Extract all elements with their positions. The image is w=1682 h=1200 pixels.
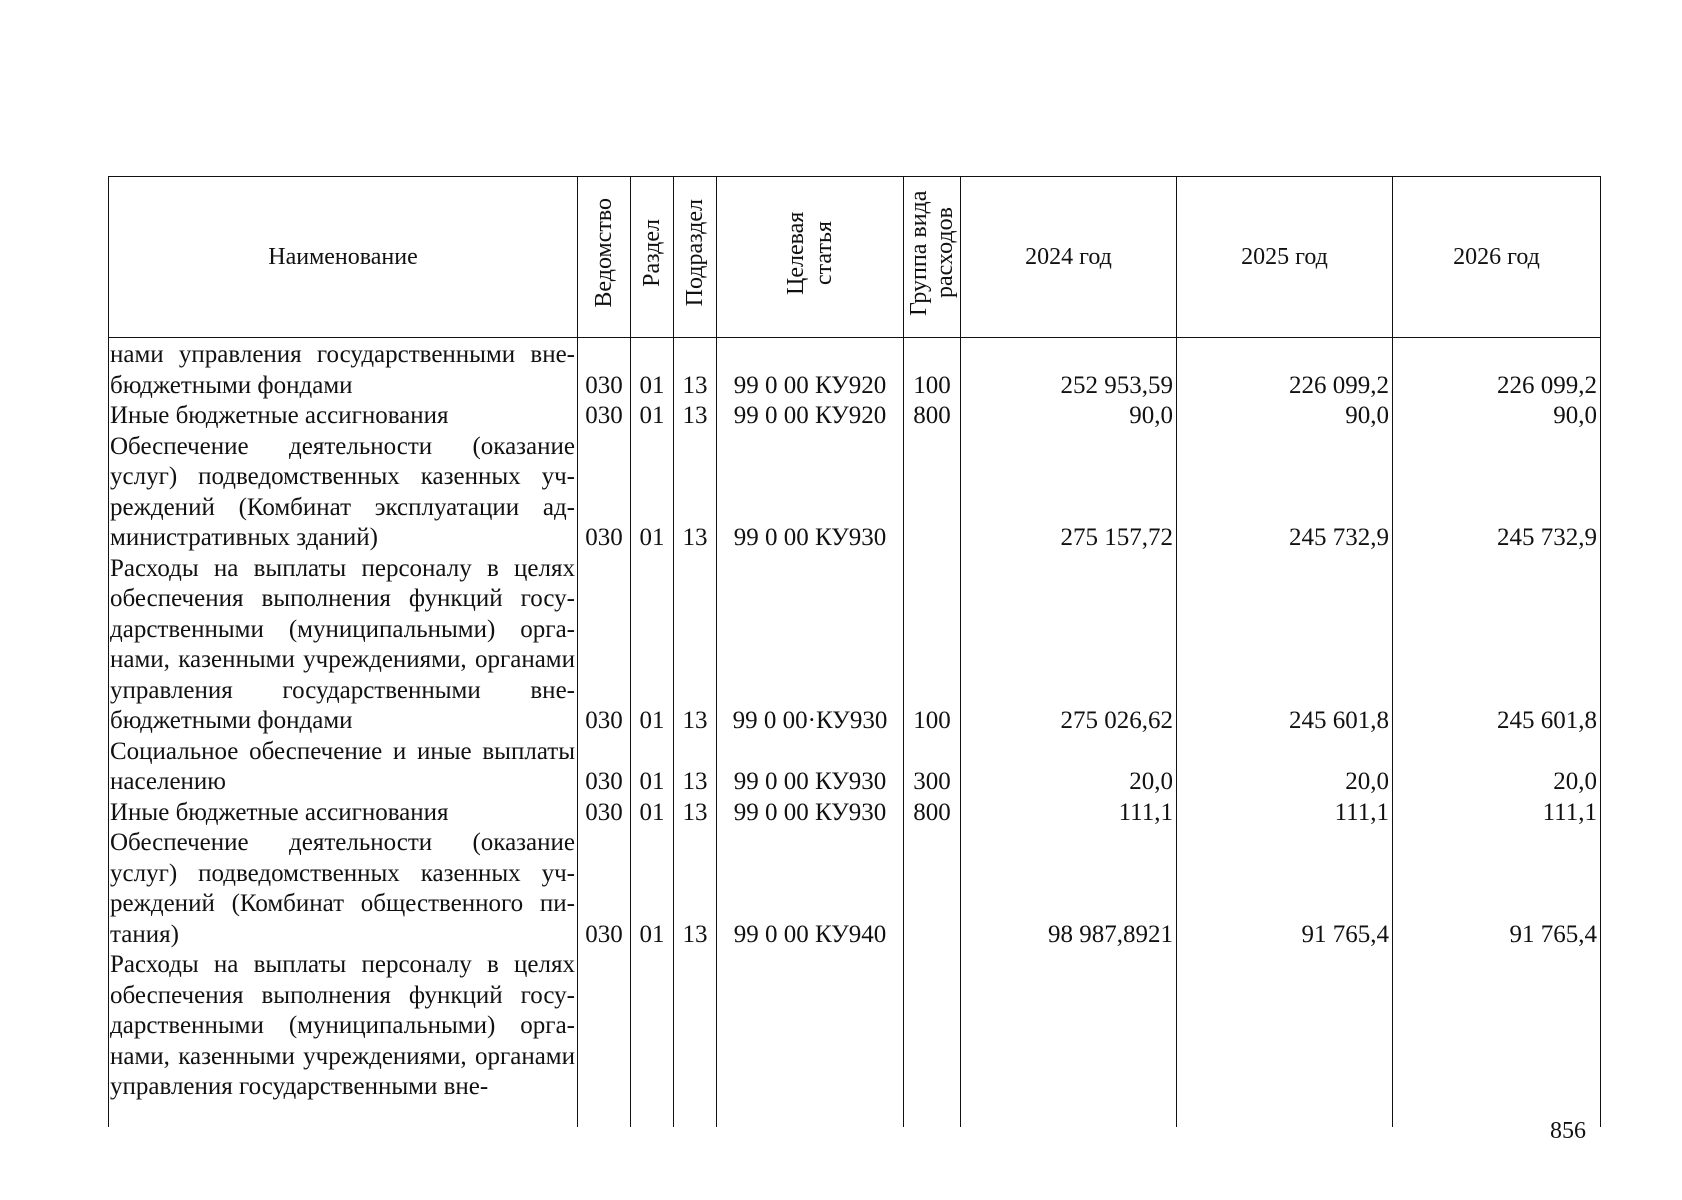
row-section (631, 950, 674, 1103)
row-subsection: 13 (674, 432, 717, 554)
row-section: 01 (631, 340, 674, 401)
row-expense-group: 800 (904, 798, 961, 829)
header-department: Ведомство (578, 177, 631, 338)
row-expense-group: 300 (904, 737, 961, 798)
header-subsection: Подраздел (674, 177, 717, 338)
continuation-row (109, 1103, 1601, 1127)
row-name: Обеспечение деятельности (оказание услуг) подведомственных казенных учреждений (Комбинат общественного питания) (109, 828, 578, 950)
row-subsection: 13 (674, 798, 717, 829)
row-target-item: 99 0 00 КУ930 (717, 432, 904, 554)
row-2024 (961, 950, 1177, 1103)
row-section: 01 (631, 737, 674, 798)
budget-table-sheet (108, 176, 1600, 1101)
header-name: Наименование (109, 177, 578, 338)
row-expense-group (904, 828, 961, 950)
header-2026: 2026 год (1393, 177, 1601, 338)
row-target-item: 99 0 00 КУ920 (717, 340, 904, 401)
table-row (109, 737, 1601, 798)
row-expense-group (904, 432, 961, 554)
row-2025: 245 601,8 (1177, 554, 1393, 737)
header-2024: 2024 год (961, 177, 1177, 338)
row-section: 01 (631, 554, 674, 737)
row-subsection: 13 (674, 554, 717, 737)
table-row (109, 432, 1601, 554)
table-row (109, 401, 1601, 432)
row-2024: 111,1 (961, 798, 1177, 829)
row-department: 030 (578, 401, 631, 432)
row-2024: 275 157,72 (961, 432, 1177, 554)
table-row (109, 340, 1601, 401)
row-2026: 90,0 (1393, 401, 1601, 432)
row-target-item: 99 0 00 КУ920 (717, 401, 904, 432)
row-2025: 111,1 (1177, 798, 1393, 829)
row-2024: 20,0 (961, 737, 1177, 798)
row-department: 030 (578, 798, 631, 829)
row-name: Иные бюджетные ассигнования (109, 401, 578, 432)
row-2025: 245 732,9 (1177, 432, 1393, 554)
row-2026: 245 601,8 (1393, 554, 1601, 737)
row-2025: 91 765,4 (1177, 828, 1393, 950)
row-department: 030 (578, 432, 631, 554)
row-2026: 20,0 (1393, 737, 1601, 798)
table-row (109, 798, 1601, 829)
table-row (109, 950, 1601, 1103)
row-2024: 275 026,62 (961, 554, 1177, 737)
row-name: Расходы на выплаты персоналу в целях обеспечения выполнения функций государственными (муниципальными) органами, казенными учреждениями, органами управления государственными вне- (109, 950, 578, 1103)
header-expense-group: Группа вида расходов (904, 177, 961, 338)
row-department: 030 (578, 340, 631, 401)
row-section: 01 (631, 432, 674, 554)
row-target-item: 99 0 00 КУ930 (717, 798, 904, 829)
row-2026: 91 765,4 (1393, 828, 1601, 950)
row-2026: 245 732,9 (1393, 432, 1601, 554)
row-subsection: 13 (674, 340, 717, 401)
row-department: 030 (578, 828, 631, 950)
row-target-item: 99 0 00 КУ930 (717, 737, 904, 798)
row-name: нами управления государственными внебюджетными фондами (109, 340, 578, 401)
row-target-item: 99 0 00 КУ940 (717, 828, 904, 950)
row-expense-group: 100 (904, 340, 961, 401)
page-number: 856 (1550, 1118, 1586, 1144)
row-department: 030 (578, 737, 631, 798)
row-section: 01 (631, 828, 674, 950)
header-section: Раздел (631, 177, 674, 338)
table-row (109, 828, 1601, 950)
row-2024: 90,0 (961, 401, 1177, 432)
row-target-item (717, 950, 904, 1103)
row-name: Расходы на выплаты персоналу в целях обеспечения выполнения функций государственными (муниципальными) органами, казенными учреждениями, органами управления государственными внебюджетными фондами (109, 554, 578, 737)
row-2025: 90,0 (1177, 401, 1393, 432)
row-target-item: 99 0 00·КУ930 (717, 554, 904, 737)
row-2025: 20,0 (1177, 737, 1393, 798)
row-2024: 252 953,59 (961, 340, 1177, 401)
row-2025 (1177, 950, 1393, 1103)
row-subsection: 13 (674, 828, 717, 950)
row-2024: 98 987,8921 (961, 828, 1177, 950)
row-expense-group: 100 (904, 554, 961, 737)
row-department (578, 950, 631, 1103)
table-row (109, 554, 1601, 737)
row-expense-group: 800 (904, 401, 961, 432)
row-name: Обеспечение деятельности (оказание услуг) подведомственных казенных учреждений (Комбинат эксплуатации административных зданий) (109, 432, 578, 554)
header-target-item: Целевая статья (717, 177, 904, 338)
table-header-row (109, 177, 1601, 338)
header-2025: 2025 год (1177, 177, 1393, 338)
row-2026 (1393, 950, 1601, 1103)
row-subsection: 13 (674, 737, 717, 798)
row-name: Иные бюджетные ассигнования (109, 798, 578, 829)
row-department: 030 (578, 554, 631, 737)
row-expense-group (904, 950, 961, 1103)
row-section: 01 (631, 401, 674, 432)
row-subsection (674, 950, 717, 1103)
row-section: 01 (631, 798, 674, 829)
row-name: Социальное обеспечение и иные выплаты населению (109, 737, 578, 798)
row-subsection: 13 (674, 401, 717, 432)
row-2026: 226 099,2 (1393, 340, 1601, 401)
row-2025: 226 099,2 (1177, 340, 1393, 401)
row-2026: 111,1 (1393, 798, 1601, 829)
budget-table (108, 176, 1601, 1127)
